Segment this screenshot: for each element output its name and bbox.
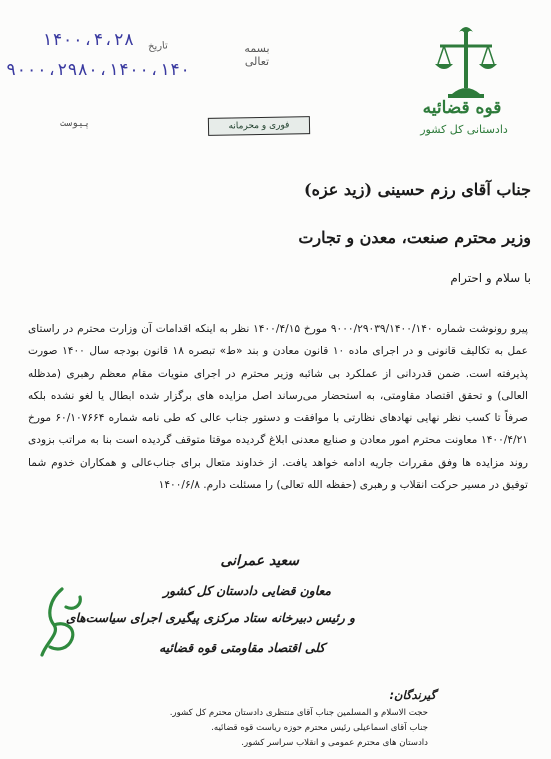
handwritten-date: ۱۴۰۰،۴،۲۸ bbox=[42, 30, 135, 50]
classification-stamp: فوری و محرمانه bbox=[208, 116, 310, 136]
handwritten-number: ۹۰۰۰،۲۹۸۰،۱۴۰۰،۱۴۰ bbox=[6, 60, 191, 80]
list-item: جناب آقای اسماعیلی رئیس محترم حوزه ریاست قوه قضائیه. bbox=[211, 722, 428, 733]
handwritten-signature-icon bbox=[36, 585, 88, 661]
attachment-label: پیوست bbox=[60, 118, 91, 129]
greeting: با سلام و احترام bbox=[450, 271, 531, 285]
cc-list bbox=[128, 706, 428, 750]
bismillah-mark: بسمه تعالی bbox=[244, 42, 270, 68]
org-unit: دادستانی کل کشور bbox=[420, 123, 508, 136]
signer-title-3: کلی اقتصاد مقاومتی قوه قضائیه bbox=[159, 640, 325, 655]
date-label: تاریخ bbox=[147, 40, 169, 53]
list-item: حجت الاسلام و المسلمین جناب آقای منتظری دادستان محترم کل کشور. bbox=[169, 708, 428, 718]
addressee-name: جناب آقای رزم حسینی (زید عزه) bbox=[304, 180, 531, 199]
judiciary-emblem-icon bbox=[428, 24, 504, 102]
letter-body: پیرو رونوشت شماره ۹۰۰۰/۲۹۰۳۹/۱۴۰۰/۱۴۰ مورخ ۱۴۰۰/۴/۱۵ نظر به اینکه اقدامات آن وزارت محترم در راستای عمل به تکالیف قانونی و در اجرای ماده ۱۰ قانون معادن و بند «ط» تبصره ۱۸ قانون بودجه سال ۱۴۰۰ صورت پذیرفته است. ضمن قدردانی از عملکرد بی شائبه وزیر محترم در اجرای منویات مقام معظم رهبری (مدظله العالی) و تحقق اقتصاد مقاومتی، به استحضار می‌رساند اصل مزایده های برگزار شده ابطال یا لغو نشده بلکه صرفاً تا کسب نظر نهایی نهادهای نظارتی با موافقت و دستور جناب عالی که طی نامه شماره ۶۰/۱۰۷۶۶۴ مورخ ۱۴۰۰/۴/۲۱ معاونت محترم امور معادن و صنایع معدنی ابلاغ گردیده موقتا متوقف گردیده است بنا به مراتب بزودی روند مزایده ها وفق مقررات جاریه ادامه خواهد یافت. از خداوند متعال برای جناب‌عالی و همکاران خدوم شما توفیق در مسیر حرکت انقلاب و رهبری (حفظه الله تعالی) را مسئلت دارم. ۱۴۰۰/۶/۸ bbox=[28, 323, 528, 492]
cc-title: گیرندگان: bbox=[389, 688, 436, 702]
org-name: قوه قضائیه bbox=[422, 98, 502, 118]
signer-title-2: و رئیس دبیرخانه ستاد مرکزی پیگیری اجرای سیاست‌های bbox=[65, 610, 355, 625]
signer-name: سعید عمرانی bbox=[220, 553, 299, 569]
list-item: دادستان های محترم عمومی و انقلاب سراسر کشور. bbox=[241, 737, 428, 748]
signer-title-1: معاون قضایی دادستان کل کشور bbox=[163, 583, 331, 598]
addressee-title: وزیر محترم صنعت، معدن و تجارت bbox=[298, 228, 531, 247]
